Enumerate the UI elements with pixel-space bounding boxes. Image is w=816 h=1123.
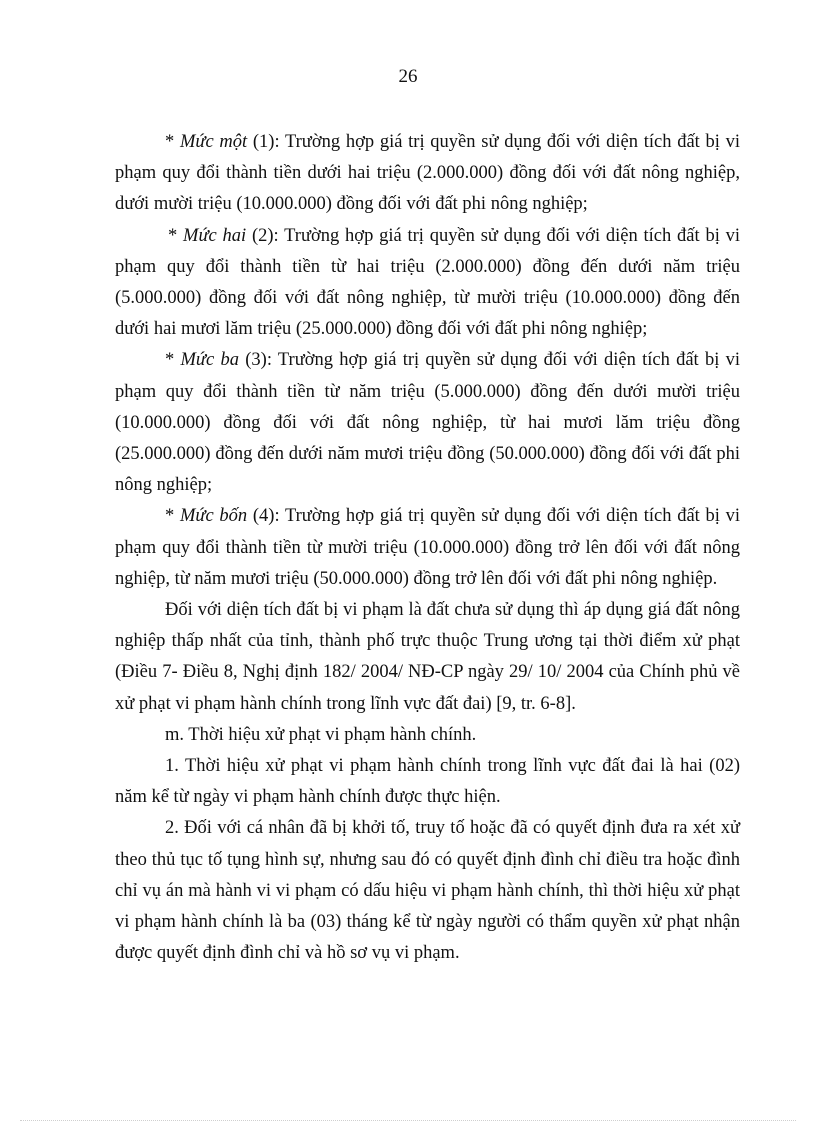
bullet-prefix: * (168, 225, 184, 246)
bullet-prefix: * (165, 132, 180, 152)
paragraph-muc-hai (115, 221, 740, 346)
paragraph-muc-mot (115, 127, 740, 221)
bullet-prefix: * (165, 350, 181, 371)
paragraph-muc-ba (115, 345, 740, 501)
paragraph-text: (2): Trường hợp giá trị quyền sử dụng đối với diện tích đất bị vi phạm quy đổi thành tiền từ hai triệu (2.000.000) đồng đến dưới năm triệu (5.000.000) đồng đối với đất nông nghiệp, từ mười triệu (10.000.000) đồng đến dưới hai mươi lăm triệu (25.000.000) đồng đối với đất phi nông nghiệp; (115, 225, 741, 340)
paragraph-text: (3): Trường hợp giá trị quyền sử dụng đối với diện tích đất bị vi phạm quy đổi thành tiền từ năm triệu (5.000.000) đồng đến dưới mười triệu (10.000.000) đồng đối với đất nông nghiệp, từ hai mươi lăm triệu đồng (25.000.000) đồng đến dưới năm mươi triệu đồng (50.000.000) đồng đối với đất phi nông nghiệp; (115, 350, 741, 496)
section-heading-m: m. Thời hiệu xử phạt vi phạm hành chính. (165, 724, 477, 745)
level-label: Mức một (179, 132, 248, 152)
paragraph-unused-land: Đối với diện tích đất bị vi phạm là đất chưa sử dụng thì áp dụng giá đất nông nghiệp thấp nhất của tỉnh, thành phố trực thuộc Trung ương tại thời điểm xử phạt (Điều 7- Điều 8, Nghị định 182/ 2004/ NĐ-CP ngày 29/ 10/ 2004 của Chính phủ về xử phạt vi phạm hành chính trong lĩnh vực đất đai) [9, tr. 6-8]. (115, 600, 740, 714)
level-label: Mức hai (183, 225, 247, 246)
bullet-prefix: * (165, 506, 180, 527)
page-number: 26 (398, 66, 418, 87)
document-body (115, 127, 740, 969)
paragraph-item-1: 1. Thời hiệu xử phạt vi phạm hành chính trong lĩnh vực đất đai là hai (02) năm kể từ ngày vi phạm hành chính được thực hiện. (115, 756, 740, 808)
paragraph-text: (1): Trường hợp giá trị quyền sử dụng đối với diện tích đất bị vi phạm quy đổi thành tiền dưới hai triệu (2.000.000) đồng đối với đất nông nghiệp, dưới mười triệu (10.000.000) đồng đối với đất phi nông nghiệp; (115, 132, 741, 215)
page-bottom-divider (20, 1120, 796, 1121)
paragraph-item-2: 2. Đối với cá nhân đã bị khởi tố, truy tố hoặc đã có quyết định đưa ra xét xử theo thủ tục tố tụng hình sự, nhưng sau đó có quyết định đình chỉ điều tra hoặc đình chỉ vụ án mà hành vi vi phạm có dấu hiệu vi phạm hành chính, thì thời hiệu xử phạt vi phạm hành chính là ba (03) tháng kể từ ngày người có thẩm quyền xử phạt nhận được quyết định đình chỉ và hồ sơ vụ vi phạm. (115, 818, 740, 964)
paragraph-muc-bon (115, 501, 740, 595)
level-label: Mức bốn (179, 506, 248, 527)
level-label: Mức ba (180, 350, 239, 371)
paragraph-text: (4): Trường hợp giá trị quyền sử dụng đối với diện tích đất bị vi phạm quy đổi thành tiền từ mười triệu (10.000.000) đồng trở lên đối với đất nông nghiệp, từ năm mươi triệu (50.000.000) đồng trở lên đối với đất phi nông nghiệp. (115, 506, 741, 589)
